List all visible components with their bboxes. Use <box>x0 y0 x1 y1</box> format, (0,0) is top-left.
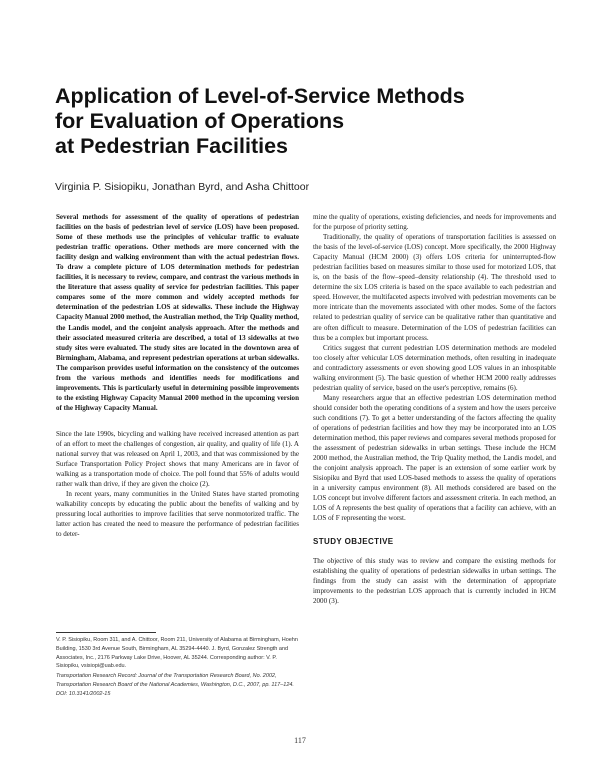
body-paragraph: Since the late 1990s, bicycling and walking have received increased attention as part of an effort to meet the challenges of congestion, air quality, and quality of life (1). A national survey that was released on April 1, 2003, and that was commissioned by the Surface Transportation Policy Project shows that many Americans are in favor of walking as a transportation mode of choice. The poll found that 55% of adults would rather walk than drive, if they are given the choice (2). <box>56 429 299 489</box>
author-list: Virginia P. Sisiopiku, Jonathan Byrd, and Asha Chittoor <box>55 181 310 193</box>
paper-title <box>55 84 525 159</box>
title-line: Application of Level-of-Service Methods <box>55 84 465 108</box>
left-column <box>56 212 299 539</box>
affiliation-text: V. P. Sisiopiku, Room 311, and A. Chittoor, Room 211, University of Alabama at Birmingham, Hoehn Building, 1530 3rd Avenue South, Birmingham, AL 35294-4440. J. Byrd, Gonzalez Strength and Associates, Inc., 2176 Parkway Lake Drive, Hoover, AL 35244. Corresponding author: V. P. Sisiopiku, vsisiopi@uab.edu. <box>56 637 298 670</box>
body-paragraph: mine the quality of operations, existing deficiencies, and needs for improvements and for the purpose of priority setting. <box>313 213 556 232</box>
title-line: for Evaluation of Operations <box>55 109 345 133</box>
section-heading: STUDY OBJECTIVE <box>313 537 394 547</box>
footnote-citation <box>56 672 299 698</box>
right-column <box>313 212 556 606</box>
body-paragraph: In recent years, many communities in the United States have started promoting walkability concepts by educating the public about the benefits of walking and by pressuring local authorities to improve facilities that serve nonmotorized traffic. The latter action has created the need to measure the performance of pedestrian facilities to deter- <box>56 490 299 539</box>
title-line: at Pedestrian Facilities <box>55 134 289 158</box>
body-paragraph: Traditionally, the quality of operations of transportation facilities is assessed on the basis of the level-of-service (LOS) concept. More specifically, the 2000 Highway Capacity Manual (HCM 2000) (3) offers LOS criteria for uninterrupted-flow pedestrian facilities based on measures similar to those used for motorized LOS, that is, on the basis of the flow–speed–density relationship (4). The threshold used to determine the six LOS criteria is based on the space available to each pedestrian and speed. However, the multifaceted aspects involved with pedestrian movements can be more intricate than the movements associated with other modes. Some of the factors related to pedestrian quality of service can be qualitative rather than quantitative and are often difficult to measure. Determination of the LOS of pedestrian facilities can thus be a complex but important process. <box>313 233 556 342</box>
body-paragraph: Critics suggest that current pedestrian LOS determination methods are modeled too closely after vehicular LOS determination methods, often resulting in inadequate and contradictory assessments or even showing good LOS values in an inhospitable walking environment (5). The basic question of whether HCM 2000 really addresses pedestrian quality of service, based on the user's perceptive, remains (6). <box>313 343 556 392</box>
footnote-divider <box>56 632 156 633</box>
abstract: Several methods for assessment of the quality of operations of pedestrian facilities on the basis of pedestrian level of service (LOS) have been proposed. Some of these methods use the principles of vehicular traffic to evaluate pedestrian traffic operations. Other methods are more concerned with the facility design and walking environment than with the actual pedestrian flows. To draw a complete picture of LOS determination methods for pedestrian facilities, it is necessary to review, compare, and contrast the various methods in the literature that assess quality of service for pedestrian facilities. This paper compares some of the more common and widely accepted methods for determination of the pedestrian LOS at sidewalks. These include the Highway Capacity Manual 2000 method, the Australian method, the Trip Quality method, the Landis model, and the conjoint analysis approach. After the methods and their associated measured criteria are described, a total of 13 sidewalks at two study sites were evaluated. The study sites are located in the downtown area of Birmingham, Alabama, and represent pedestrian operations at urban sidewalks. The comparison provides useful information on the consistency of the outcomes from the various methods and identifies needs for modifications and improvements. This is particularly useful in determining possible improvements to the existing Highway Capacity Manual 2000 method in the upcoming version of the Highway Capacity Manual. <box>56 213 299 412</box>
body-paragraph: The objective of this study was to review and compare the existing methods for establishing the quality of operations of pedestrian sidewalks in urban settings. The findings from the study can assist with the determination of appropriate improvements to the pedestrian LOS approach that is currently included in HCM 2000 (3). <box>313 556 556 605</box>
footnote-affiliation <box>56 636 299 671</box>
body-paragraph: Many researchers argue that an effective pedestrian LOS determination method should consider both the operating conditions of a system and how the users perceive such conditions (7). To get a better understanding of the factors affecting the quality of operations of pedestrian facilities and how they may be incorporated into an LOS determination method, this paper reviews and compares several methods proposed for the assessment of pedestrian sidewalks in urban settings. These include the HCM 2000 method, the Australian method, the Trip Quality method, the Landis model, and the conjoint analysis approach. The paper is an extension of some earlier work by Sisiopiku and Byrd that used LOS-based methods to assess the quality of operations in a university campus environment (8). All methods considered are based on the LOS concept but involve different factors and assessment criteria. In each method, an LOS of A represents the best quality of operations that a facility can achieve, with an LOS of F representing the worst. <box>313 393 556 523</box>
page-number: 117 <box>294 736 306 745</box>
citation-text: Transportation Research Record: Journal of the Transportation Research Board, No. 2002, Transportation Research Board of the National Academies, Washington, D.C., 2007, pp. 117–124. DOI: 10.3141/2002-15 <box>56 673 294 697</box>
